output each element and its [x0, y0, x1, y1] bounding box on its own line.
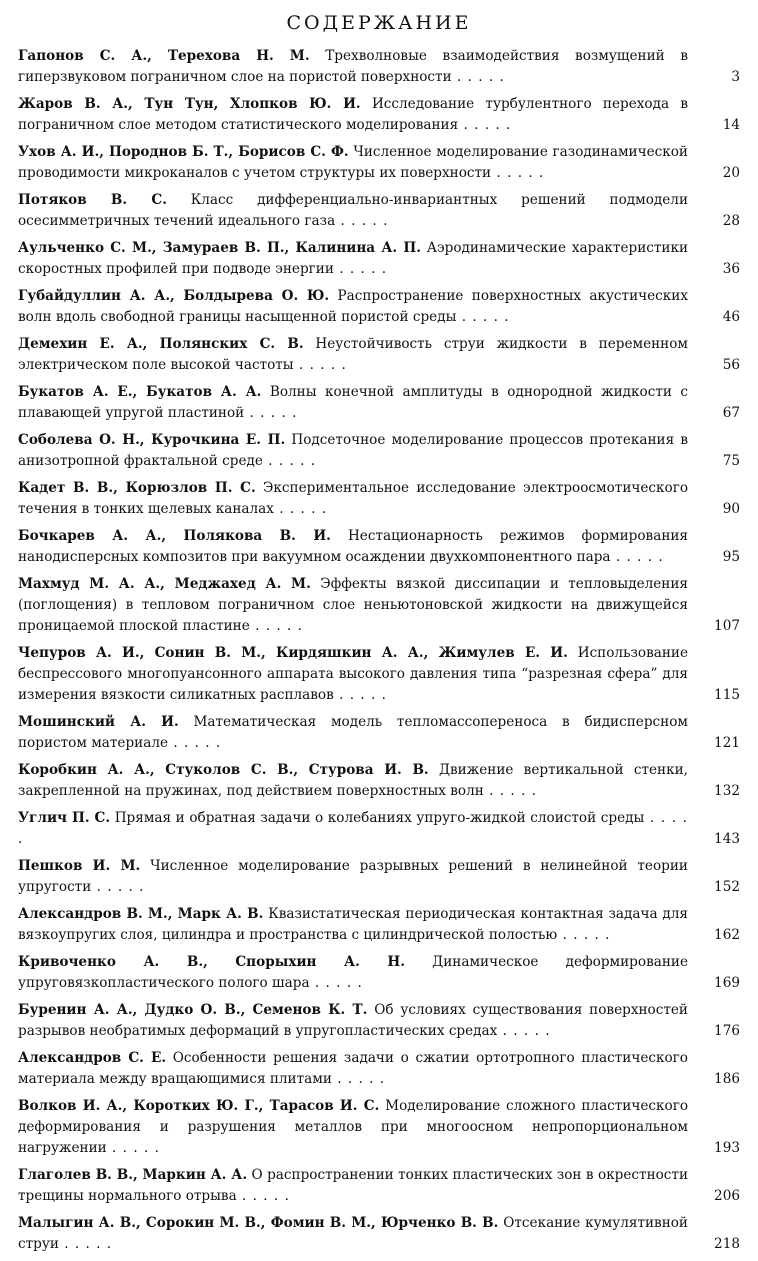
entry-title: Распространение поверхностных акустических волн вдоль свободной границы насыщенной пористой среды [18, 288, 688, 325]
entry-text [18, 1165, 692, 1207]
entry-title: Использование беспрессового многопуансонного аппарата высокого давления типа “разрезная сфера” для измерения вязкости силикатных расплавов [18, 645, 688, 703]
contents-page [18, 0, 740, 1261]
toc-entry[interactable] [18, 238, 740, 280]
entry-page-number: 67 [722, 405, 740, 421]
toc-entry[interactable] [18, 574, 740, 637]
entry-title: Прямая и обратная задачи о колебаниях упруго-жидкой слоистой среды [114, 810, 645, 826]
entry-authors: Малыгин А. В., Сорокин М. В., Фомин В. М., Юрченко В. В. [18, 1215, 499, 1231]
dot-leader: . . . . . [244, 405, 298, 421]
entry-page-number: 46 [722, 309, 740, 325]
entry-title: Численное моделирование разрывных решений в нелинейной теории упругости [18, 858, 688, 895]
entry-text [18, 478, 692, 520]
toc-entry[interactable] [18, 904, 740, 946]
toc-entry[interactable] [18, 46, 740, 88]
entry-authors: Кадет В. В., Корюзлов П. С. [18, 480, 256, 496]
dot-leader: . . . . . [293, 357, 347, 373]
toc-entry[interactable] [18, 643, 740, 706]
entry-authors: Пешков И. М. [18, 858, 141, 874]
entry-text [18, 904, 692, 946]
entry-title: Класс дифференциально-инвариантных решений подмодели осесимметричных течений идеального газа [18, 192, 688, 229]
entry-authors: Махмуд М. А. А., Меджахед А. М. [18, 576, 311, 592]
entry-text [18, 760, 692, 802]
entry-page-number: 14 [722, 117, 740, 133]
entry-page-number: 152 [714, 879, 740, 895]
toc-entry[interactable] [18, 430, 740, 472]
entry-title: Трехволновые взаимодействия возмущений в гиперзвуковом пограничном слое на пористой поверхности [18, 48, 689, 85]
entry-page-number: 176 [714, 1023, 740, 1039]
entry-page-number: 143 [714, 831, 740, 847]
entry-text [18, 382, 692, 424]
toc-entry[interactable] [18, 382, 740, 424]
page-title: СОДЕРЖАНИЕ [286, 12, 472, 34]
entry-page-number: 218 [714, 1236, 740, 1252]
dot-leader: . . . . . [610, 549, 664, 565]
entry-page-number: 193 [714, 1140, 740, 1156]
entry-text [18, 1213, 692, 1255]
entry-authors: Мошинский А. И. [18, 714, 179, 730]
dot-leader: . . . . . [491, 165, 545, 181]
entry-title: О распространении тонких пластических зон в окрестности трещины нормального отрыва [18, 1167, 689, 1204]
entry-authors: Коробкин А. А., Стуколов С. В., Стурова И. В. [18, 762, 429, 778]
dot-leader: . . . . . [557, 927, 611, 943]
entry-authors: Жаров В. А., Тун Тун, Хлопков Ю. И. [18, 96, 361, 112]
entry-title: Динамическое деформирование упруговязкопластического полого шара [18, 954, 688, 991]
entry-title: Моделирование сложного пластического деформирования и разрушения металлов при многоосном непропорциональном нагружении [18, 1098, 688, 1156]
entry-title: Квазистатическая периодическая контактная задача для вязкоупругих слоя, цилиндра и пространства с цилиндрической полостью [18, 906, 688, 943]
entry-text [18, 190, 692, 232]
toc-entry[interactable] [18, 190, 740, 232]
entry-text [18, 856, 692, 898]
entry-page-number: 132 [714, 783, 740, 799]
dot-leader: . . . . . [168, 735, 222, 751]
dot-leader: . . . . . [262, 453, 317, 469]
entry-page-number: 169 [714, 975, 740, 991]
entry-authors: Букатов А. Е., Букатов А. А. [18, 384, 262, 400]
toc-entry[interactable] [18, 526, 740, 568]
dot-leader: . . . . . [331, 1071, 386, 1087]
entry-title: Волны конечной амплитуды в однородной жидкости с плавающей упругой пластиной [18, 384, 688, 421]
dot-leader: . . . . . [333, 687, 387, 703]
dot-leader: . . . . . [451, 69, 505, 85]
entry-text [18, 712, 692, 754]
entry-authors: Волков И. А., Коротких Ю. Г., Тарасов И. С. [18, 1098, 380, 1114]
entry-page-number: 115 [714, 687, 740, 703]
entry-authors: Потяков В. С. [18, 192, 167, 208]
entry-page-number: 121 [714, 735, 740, 751]
toc-entry[interactable] [18, 1000, 740, 1042]
dot-leader: . . . . . [58, 1236, 113, 1252]
dot-leader: . . . . . [106, 1140, 160, 1156]
toc-entry[interactable] [18, 760, 740, 802]
entry-authors: Кривоченко А. В., Спорыхин А. Н. [18, 954, 405, 970]
entry-title: Аэродинамические характеристики скоростных профилей при подводе энергии [18, 240, 688, 277]
entry-text [18, 952, 692, 994]
entry-text [18, 808, 692, 850]
toc-entry[interactable] [18, 1165, 740, 1207]
entry-text [18, 286, 692, 328]
entry-authors: Губайдуллин А. А., Болдырева О. Ю. [18, 288, 330, 304]
entry-page-number: 186 [714, 1071, 740, 1087]
dot-leader: . . . . . [18, 810, 688, 847]
dot-leader: . . . . . [456, 309, 510, 325]
toc-entry[interactable] [18, 286, 740, 328]
entry-text [18, 142, 692, 184]
entry-text [18, 334, 692, 376]
entry-authors: Аульченко С. М., Замураев В. П., Калинина А. П. [18, 240, 421, 256]
entry-page-number: 95 [722, 549, 740, 565]
toc-entry[interactable] [18, 952, 740, 994]
toc-entry[interactable] [18, 808, 740, 850]
entry-text [18, 1000, 692, 1042]
dot-leader: . . . . . [236, 1188, 290, 1204]
dot-leader: . . . . . [458, 117, 512, 133]
entry-page-number: 20 [722, 165, 740, 181]
toc-entry[interactable] [18, 478, 740, 520]
dot-leader: . . . . . [249, 618, 303, 634]
entry-authors: Демехин Е. А., Полянских С. В. [18, 336, 304, 352]
dot-leader: . . . . . [91, 879, 145, 895]
entry-authors: Буренин А. А., Дудко О. В., Семенов К. Т. [18, 1002, 368, 1018]
entry-title: Численное моделирование газодинамической проводимости микроканалов с учетом структуры их поверхности [18, 144, 688, 181]
entry-authors: Ухов А. И., Породнов Б. Т., Борисов С. Ф. [18, 144, 349, 160]
entry-page-number: 28 [722, 213, 740, 229]
dot-leader: . . . . . [483, 783, 537, 799]
entry-page-number: 75 [722, 453, 740, 469]
entry-title: Подсеточное моделирование процессов протекания в анизотропной фрактальной среде [18, 432, 688, 469]
entry-authors: Глаголев В. В., Маркин А. А. [18, 1167, 248, 1183]
entry-title: Отсекание кумулятивной струи [18, 1215, 688, 1252]
entry-authors: Гапонов С. А., Терехова Н. М. [18, 48, 310, 64]
entry-page-number: 56 [722, 357, 740, 373]
entry-authors: Углич П. С. [18, 810, 111, 826]
entry-text [18, 238, 692, 280]
entry-title: Особенности решения задачи о сжатии ортотропного пластического материала между вращающимися плитами [18, 1050, 688, 1087]
entry-title: Исследование турбулентного перехода в пограничном слое методом статистического моделирования [18, 96, 688, 133]
entry-title: Эффекты вязкой диссипации и тепловыделения (поглощения) в тепловом пограничном слое неньютоновской жидкости на движущейся проницаемой плоской пластине [18, 576, 688, 634]
entry-page-number: 107 [714, 618, 740, 634]
toc-entry[interactable] [18, 334, 740, 376]
toc-entry[interactable] [18, 1096, 740, 1159]
entry-text [18, 643, 692, 706]
dot-leader: . . . . . [273, 501, 328, 517]
entry-text [18, 574, 692, 637]
toc-entry[interactable] [18, 94, 740, 136]
entry-text [18, 46, 692, 88]
entry-title: Движение вертикальной стенки, закрепленной на пружинах, под действием поверхностных волн [18, 762, 688, 799]
entry-page-number: 3 [731, 69, 740, 85]
entry-page-number: 36 [722, 261, 740, 277]
toc-entry[interactable] [18, 1213, 740, 1255]
entry-page-number: 90 [722, 501, 740, 517]
dot-leader: . . . . . [335, 213, 389, 229]
entry-page-number: 162 [714, 927, 740, 943]
dot-leader: . . . . . [333, 261, 388, 277]
toc-entry[interactable] [18, 1048, 740, 1090]
entry-authors: Бочкарев А. А., Полякова В. И. [18, 528, 331, 544]
entry-text [18, 1048, 692, 1090]
entry-title: Об условиях существования поверхностей разрывов необратимых деформаций в упругопластических средах [18, 1002, 688, 1039]
entry-title: Математическая модель тепломассопереноса в бидисперсном пористом материале [18, 714, 688, 751]
entry-authors: Александров В. М., Марк А. В. [18, 906, 264, 922]
toc-entry[interactable] [18, 856, 740, 898]
entry-authors: Чепуров А. И., Сонин В. М., Кирдяшкин А. А., Жимулев Е. И. [18, 645, 568, 661]
toc-entry[interactable] [18, 142, 740, 184]
entry-text [18, 430, 692, 472]
dot-leader: . . . . . [309, 975, 363, 991]
entry-authors: Александров С. Е. [18, 1050, 167, 1066]
entry-title: Нестационарность режимов формирования нанодисперсных композитов при вакуумном осаждении двухкомпонентного пара [18, 528, 689, 565]
entry-text [18, 1096, 692, 1159]
dot-leader: . . . . . [497, 1023, 551, 1039]
entry-title: Экспериментальное исследование электроосмотического течения в тонких щелевых каналах [18, 480, 689, 517]
entry-page-number: 206 [714, 1188, 740, 1204]
entry-text [18, 94, 692, 136]
entry-text [18, 526, 692, 568]
toc-list [18, 46, 740, 1255]
toc-entry[interactable] [18, 712, 740, 754]
entry-title: Неустойчивость струи жидкости в переменном электрическом поле высокой частоты [18, 336, 689, 373]
entry-authors: Соболева О. Н., Курочкина Е. П. [18, 432, 286, 448]
